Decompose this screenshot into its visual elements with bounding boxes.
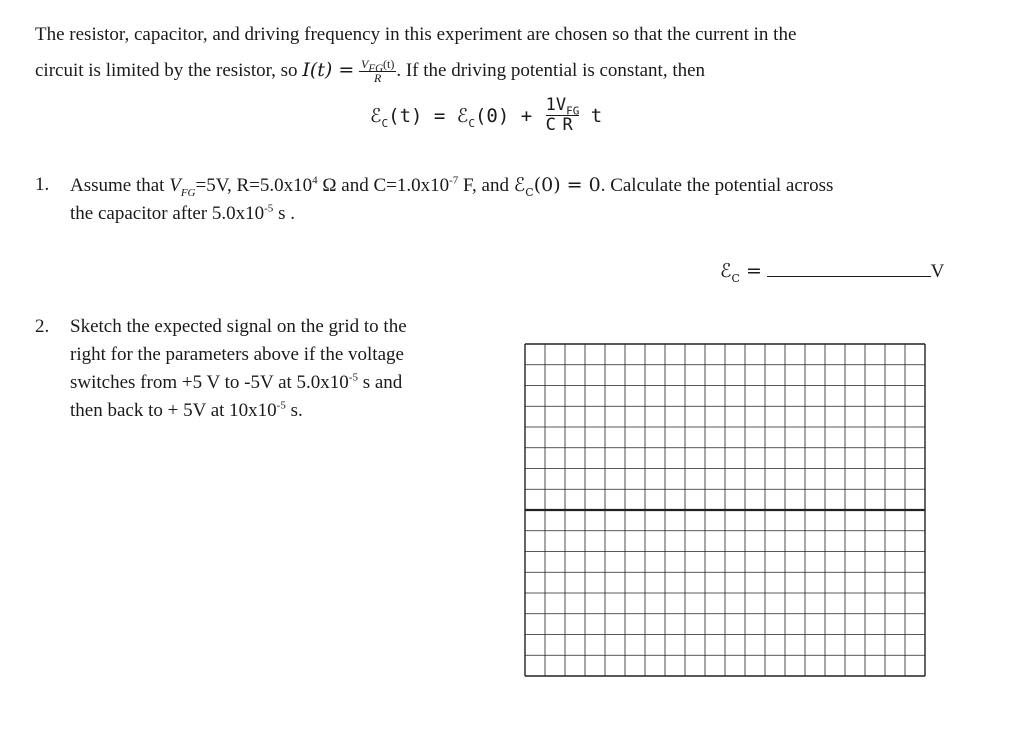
eq-coef-fraction xyxy=(546,96,556,135)
current-fraction xyxy=(359,58,396,85)
q2-exp-1: -5 xyxy=(348,371,358,384)
eq-coef-num: 1 xyxy=(545,95,556,115)
q1-text-g: s . xyxy=(273,203,295,224)
q1-init-rest: (0) = 0 xyxy=(533,174,601,196)
current-num-arg: (t) xyxy=(383,57,395,72)
current-den: R xyxy=(374,71,382,86)
intro-line-2 xyxy=(35,58,705,85)
q2-number: 2. xyxy=(35,316,50,337)
intro-text-1: The resistor, capacitor, and driving frequency in this experiment are chosen so that the current in the xyxy=(35,24,797,45)
intro-text-2a: circuit is limited by the resistor, so xyxy=(35,60,303,81)
q1-text-d: F, and xyxy=(458,175,514,196)
q2-after-1: s and xyxy=(357,372,403,393)
q2-line-2: right for the parameters above if the voltage xyxy=(70,344,404,365)
eq-ratio-den: R xyxy=(562,115,573,135)
q1-init-sub: C xyxy=(525,185,534,199)
answer-sub: C xyxy=(731,271,740,285)
q1-text-f: the capacitor after 5.0x10 xyxy=(70,203,265,224)
answer-unit: V xyxy=(930,261,945,282)
capacitor-equation xyxy=(370,96,602,135)
q1-c-exp: -7 xyxy=(449,174,459,187)
q1-t-exp: -5 xyxy=(264,202,274,215)
eq-ratio-fraction xyxy=(556,96,580,135)
q1-text-a: Assume that xyxy=(70,175,170,196)
q1-text-c: Ω and C=1.0x10 xyxy=(317,175,450,196)
eq-tail: t xyxy=(590,104,603,127)
eq-ratio-num-sub: FG xyxy=(566,104,580,118)
q2-line-3 xyxy=(70,371,402,395)
answer-blank[interactable] xyxy=(767,258,931,277)
eq-ratio-num: V xyxy=(555,95,567,115)
current-num-sub: FG xyxy=(368,62,384,75)
q2-text-3: switches from +5 V to -5V at 5.0x10 xyxy=(70,372,349,393)
q2-text-4: then back to + 5V at 10x10 xyxy=(70,400,277,421)
eq-lhs-sub: C xyxy=(381,116,389,130)
q1-line-2 xyxy=(70,202,295,226)
sketch-grid[interactable] xyxy=(524,343,926,677)
q1-vfg-sub: FG xyxy=(180,186,196,199)
eq-lhs-arg: (t) = xyxy=(388,104,446,127)
intro-text-2b: . If the driving potential is constant, then xyxy=(396,60,706,81)
q1-line-1 xyxy=(70,173,833,198)
current-lhs: I(t) = xyxy=(302,59,355,81)
eq-term1-sub: C xyxy=(468,116,475,130)
current-num-v: V xyxy=(361,57,369,72)
q1-vfg: V xyxy=(169,175,181,196)
intro-line-1 xyxy=(35,23,796,47)
eq-term1-arg: (0) + xyxy=(474,104,533,127)
q1-r-exp: 4 xyxy=(312,174,318,187)
eq-term1-symbol: ℰ xyxy=(456,104,469,127)
answer-equals: = xyxy=(739,260,762,282)
eq-lhs-symbol: ℰ xyxy=(370,104,382,127)
q1-init-symbol: ℰ xyxy=(513,174,526,196)
q2-line-4 xyxy=(70,399,303,423)
answer-symbol: ℰ xyxy=(720,260,732,282)
q2-after-2: s. xyxy=(285,400,303,421)
q1-text-e: . Calculate the potential across xyxy=(600,175,834,196)
q1-text-b: =5V, R=5.0x10 xyxy=(195,175,313,196)
q2-exp-2: -5 xyxy=(276,399,286,412)
q2-line-1: Sketch the expected signal on the grid to the xyxy=(70,316,407,337)
eq-coef-den: C xyxy=(545,115,556,135)
q1-answer-row xyxy=(720,258,944,284)
q1-number: 1. xyxy=(35,174,50,195)
